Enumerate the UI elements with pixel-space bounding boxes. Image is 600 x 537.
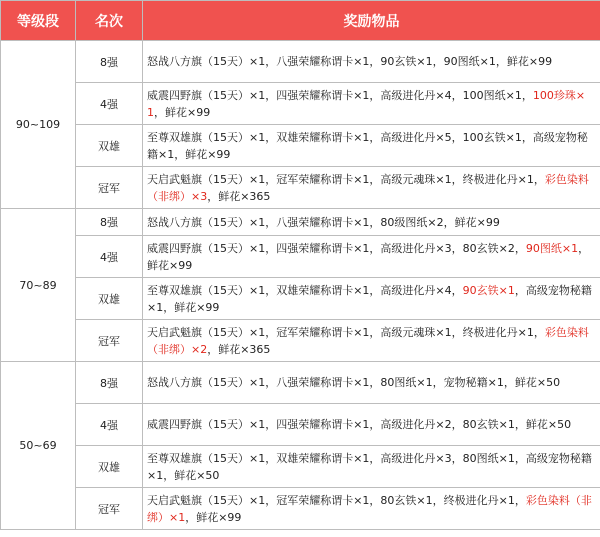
highlighted-reward-text: 彩色染料（非绑）×1 xyxy=(147,493,592,524)
table-row xyxy=(1,446,600,488)
reward-items-cell xyxy=(143,236,600,278)
reward-items-cell xyxy=(143,488,600,530)
reward-text: 威震四野旗（15天）×1，四强荣耀称谓卡×1，高级进化丹×3，80玄铁×2， xyxy=(147,241,526,255)
reward-text: 至尊双雄旗（15天）×1，双雄荣耀称谓卡×1，高级进化丹×4， xyxy=(147,283,463,297)
level-band-cell: 70~89 xyxy=(1,209,76,362)
reward-text: 至尊双雄旗（15天）×1，双雄荣耀称谓卡×1，高级进化丹×5，100玄铁×1，高级宠物秘籍×1，鲜花×99 xyxy=(147,130,588,161)
reward-items-cell xyxy=(143,83,600,125)
rank-cell: 8强 xyxy=(76,209,143,236)
header-rank: 名次 xyxy=(76,1,143,41)
rank-cell: 双雄 xyxy=(76,446,143,488)
table-row xyxy=(1,209,600,236)
reward-text: 天启武魁旗（15天）×1，冠军荣耀称谓卡×1，80玄铁×1，终极进化丹×1， xyxy=(147,493,526,507)
highlighted-reward-text: 彩色染料（非绑）×3 xyxy=(147,172,589,203)
reward-text: 威震四野旗（15天）×1，四强荣耀称谓卡×1，高级进化丹×2，80玄铁×1，鲜花×50 xyxy=(147,418,572,431)
header-rewards: 奖励物品 xyxy=(143,1,600,41)
rank-cell: 4强 xyxy=(76,404,143,446)
level-band-cell: 90~109 xyxy=(1,41,76,209)
reward-text: ，鲜花×99 xyxy=(185,510,242,524)
table-body xyxy=(1,41,600,530)
header-row xyxy=(1,1,600,41)
reward-items-cell xyxy=(143,167,600,209)
rank-cell: 冠军 xyxy=(76,488,143,530)
reward-items-cell xyxy=(143,446,600,488)
rank-cell: 8强 xyxy=(76,362,143,404)
table-row xyxy=(1,167,600,209)
rank-cell: 4强 xyxy=(76,236,143,278)
reward-items-cell xyxy=(143,209,600,236)
highlighted-reward-text: 彩色染料（非绑）×2 xyxy=(147,325,589,356)
table-row xyxy=(1,236,600,278)
reward-text: ，鲜花×365 xyxy=(207,342,271,356)
reward-items-cell xyxy=(143,125,600,167)
table-row xyxy=(1,125,600,167)
rank-cell: 冠军 xyxy=(76,320,143,362)
highlighted-reward-text: 90玄铁×1 xyxy=(462,283,515,297)
reward-text: 怒战八方旗（15天）×1，八强荣耀称谓卡×1，90玄铁×1，90图纸×1，鲜花×99 xyxy=(147,55,553,68)
table-row xyxy=(1,83,600,125)
reward-items-cell xyxy=(143,362,600,404)
rank-cell: 8强 xyxy=(76,41,143,83)
table-row xyxy=(1,278,600,320)
table-row xyxy=(1,488,600,530)
header-level: 等级段 xyxy=(1,1,76,41)
table-row xyxy=(1,362,600,404)
reward-text: 至尊双雄旗（15天）×1，双雄荣耀称谓卡×1，高级进化丹×3，80图纸×1，高级宠物秘籍×1，鲜花×50 xyxy=(147,451,592,482)
reward-text: 怒战八方旗（15天）×1，八强荣耀称谓卡×1，80图纸×1，宠物秘籍×1，鲜花×50 xyxy=(147,376,561,389)
reward-text: ，鲜花×99 xyxy=(147,241,590,272)
reward-items-cell xyxy=(143,41,600,83)
reward-text: ，高级宠物秘籍×1，鲜花×99 xyxy=(147,283,592,314)
table-row xyxy=(1,320,600,362)
highlighted-reward-text: 100珍珠×1 xyxy=(147,88,586,119)
reward-items-cell xyxy=(143,320,600,362)
highlighted-reward-text: 90图纸×1 xyxy=(525,241,579,255)
reward-text: ，鲜花×99 xyxy=(154,105,211,119)
reward-text: 天启武魁旗（15天）×1，冠军荣耀称谓卡×1，高级元魂珠×1，终极进化丹×1， xyxy=(147,172,545,186)
rank-cell: 双雄 xyxy=(76,278,143,320)
reward-text: 天启武魁旗（15天）×1，冠军荣耀称谓卡×1，高级元魂珠×1，终极进化丹×1， xyxy=(147,325,545,339)
reward-text: ，鲜花×365 xyxy=(207,189,271,203)
reward-text: 威震四野旗（15天）×1，四强荣耀称谓卡×1，高级进化丹×4，100图纸×1， xyxy=(147,88,533,102)
rank-cell: 4强 xyxy=(76,83,143,125)
rank-cell: 双雄 xyxy=(76,125,143,167)
reward-items-cell xyxy=(143,404,600,446)
level-band-cell: 50~69 xyxy=(1,362,76,530)
reward-items-cell xyxy=(143,278,600,320)
reward-text: 怒战八方旗（15天）×1，八强荣耀称谓卡×1，80级图纸×2，鲜花×99 xyxy=(147,215,500,229)
table-row xyxy=(1,404,600,446)
table-row xyxy=(1,41,600,83)
rank-cell: 冠军 xyxy=(76,167,143,209)
